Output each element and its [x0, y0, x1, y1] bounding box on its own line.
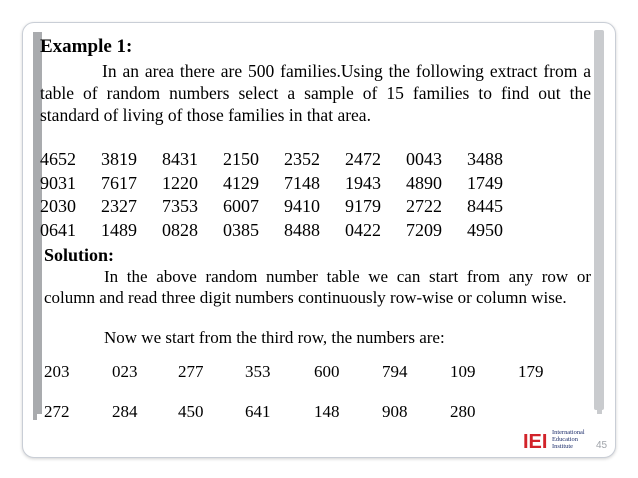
random-table-cell: 9031: [40, 172, 76, 193]
logo-letters: IEI: [523, 431, 548, 452]
selected-number: 109: [450, 362, 476, 381]
random-table-cell: 0828: [162, 219, 198, 240]
random-table-cell: 9410: [284, 196, 320, 216]
random-table-cell: 4950: [467, 219, 503, 240]
iei-logo-mark: [522, 428, 552, 452]
selected-number: 908: [382, 402, 408, 421]
logo-line-2: Education: [552, 436, 578, 443]
selected-number: 272: [44, 402, 70, 421]
right-accent-bar: [594, 30, 604, 410]
selected-number: 148: [314, 402, 340, 421]
random-table-cell: 4890: [406, 172, 442, 193]
random-table-cell: 7148: [284, 172, 320, 193]
selected-number: 023: [112, 362, 138, 381]
selected-number: 277: [178, 362, 204, 381]
random-table-cell: 7617: [101, 172, 137, 193]
selected-number: 600: [314, 362, 340, 381]
logo-text: [552, 429, 585, 450]
random-table-cell: 8431: [162, 149, 198, 169]
random-table-cell: 4129: [223, 172, 259, 193]
selected-number: 203: [44, 362, 70, 381]
selected-number: 353: [245, 362, 271, 381]
random-table-cell: 2352: [284, 149, 320, 169]
random-table-row: [40, 219, 528, 243]
random-table-cell: 9179: [345, 196, 381, 216]
iei-logo: [522, 428, 602, 452]
solution-paragraph: In the above random number table we can start from any row or column and read three digit numbers continuously row-wise or column wise.: [44, 267, 591, 307]
random-table-row: [40, 195, 528, 219]
random-table-cell: 2472: [345, 149, 381, 169]
selected-number: 450: [178, 402, 204, 421]
random-table-row: [40, 172, 528, 196]
example-title: Example 1:: [40, 36, 133, 57]
random-table-cell: 7209: [406, 219, 442, 240]
corner-mark-right: [597, 410, 602, 414]
random-table-cell: 0422: [345, 219, 381, 240]
selected-number: 794: [382, 362, 408, 381]
random-table-cell: 1489: [101, 219, 137, 240]
corner-mark-left: [33, 414, 37, 420]
solution-title: Solution:: [44, 245, 115, 265]
random-table-cell: 4652: [40, 149, 76, 169]
random-table-row: [40, 148, 528, 172]
selected-numbers-row-1: [44, 362, 584, 382]
solution-instruction: Now we start from the third row, the numbers are:: [104, 328, 445, 347]
selected-number: 280: [450, 402, 476, 421]
random-table-cell: 7353: [162, 196, 198, 216]
random-table-cell: 1943: [345, 172, 381, 193]
random-table-cell: 3819: [101, 149, 137, 169]
logo-line-3: Institute: [552, 443, 573, 450]
page-number: 45: [596, 440, 608, 451]
random-table-cell: 8488: [284, 219, 320, 240]
problem-statement: In an area there are 500 families.Using the following extract from a table of random numbers select a sample of 15 families to find out the standard of living of those families in that area.: [40, 61, 591, 125]
random-table-cell: 6007: [223, 196, 259, 216]
logo-line-1: International: [552, 429, 585, 436]
random-table-cell: 1220: [162, 172, 198, 193]
selected-number: 641: [245, 402, 271, 421]
random-table-cell: 2722: [406, 196, 442, 216]
random-table-cell: 2327: [101, 196, 137, 216]
selected-numbers-row-2: [44, 402, 584, 422]
random-table-cell: 8445: [467, 196, 503, 216]
random-table-cell: 0641: [40, 219, 76, 240]
selected-number: 179: [518, 362, 544, 381]
random-table-cell: 2150: [223, 149, 259, 169]
random-table-cell: 0385: [223, 219, 259, 240]
random-table-cell: 1749: [467, 172, 503, 193]
random-table-cell: 2030: [40, 196, 76, 216]
selected-number: 284: [112, 402, 138, 421]
random-table-cell: 0043: [406, 149, 442, 169]
random-number-table: [40, 148, 528, 242]
random-table-cell: 3488: [467, 149, 503, 169]
